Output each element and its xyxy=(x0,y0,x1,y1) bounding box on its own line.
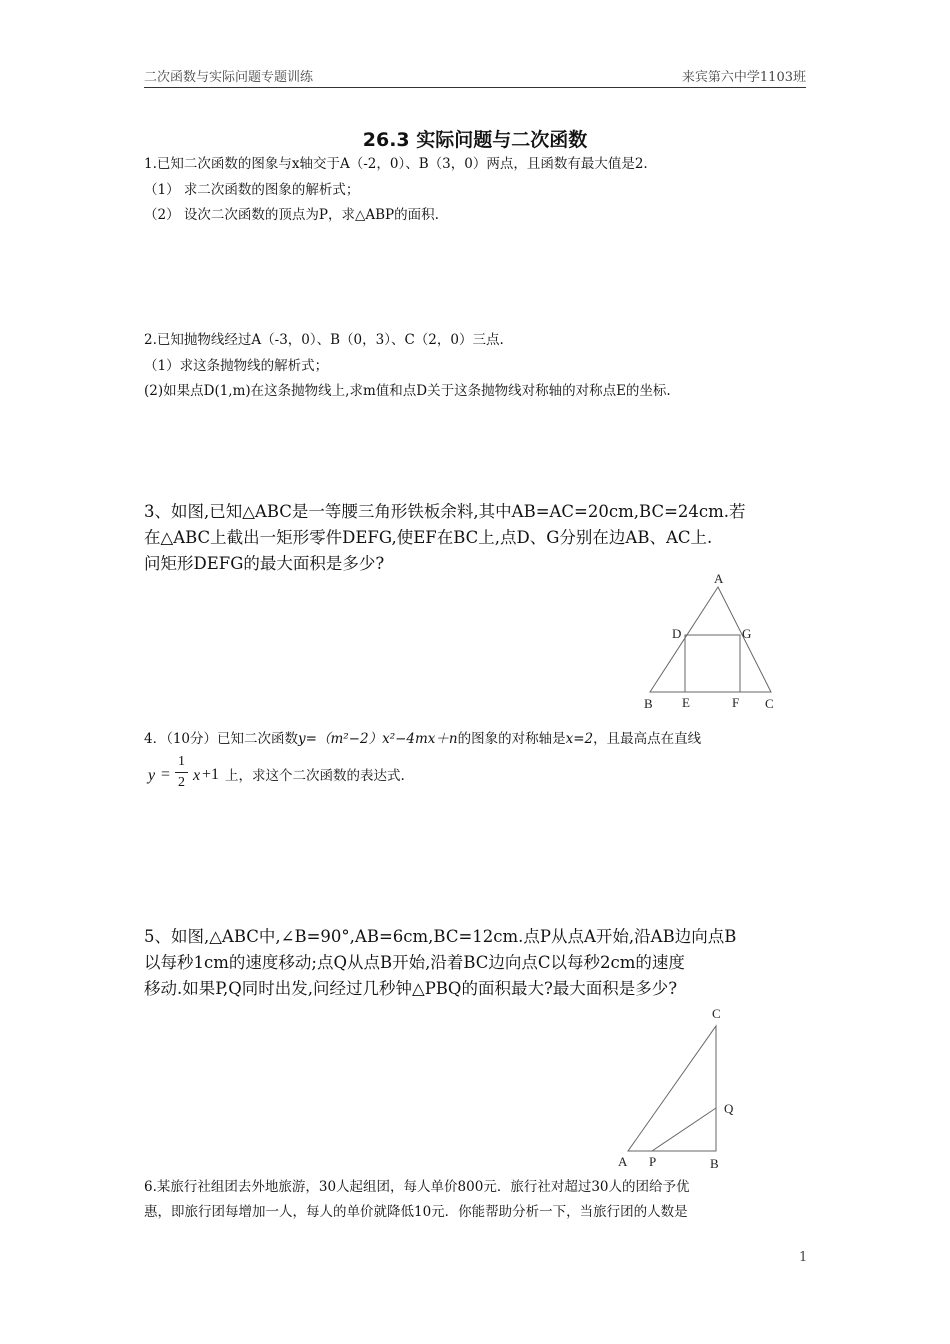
label-b: B xyxy=(644,696,653,711)
label-c: C xyxy=(712,1006,721,1021)
label-g: G xyxy=(742,626,752,641)
label-f: F xyxy=(732,695,740,710)
label-p: P xyxy=(649,1154,657,1169)
q5-line1: 5、如图,△ABC中,∠B=90°,AB=6cm,BC=12cm.点P从点A开始,沿AB边向点B xyxy=(144,927,737,946)
q4-line1 xyxy=(144,727,701,747)
segment-pq xyxy=(652,1108,716,1151)
q4-mid: 的图象的对称轴是 xyxy=(457,731,566,747)
q5-line3: 移动.如果P,Q同时出发,问经过几秒钟△PBQ的面积最大?最大面积是多少? xyxy=(144,979,678,998)
q4-end: 上，求这个二次函数的表达式. xyxy=(225,768,405,784)
page-title: 26.3 实际问题与二次函数 xyxy=(362,129,588,151)
line-x: x xyxy=(193,767,201,784)
q1-stem: 1.已知二次函数的图象与x轴交于A（-2，0）、B（3，0）两点，且函数有最大值是2. xyxy=(144,156,648,172)
fraction-denominator: 2 xyxy=(178,775,185,790)
q3-line1: 3、如图,已知△ABC是一等腰三角形铁板余料,其中AB=AC=20cm,BC=24cm.若 xyxy=(144,502,746,521)
label-q: Q xyxy=(724,1101,734,1116)
label-b: B xyxy=(710,1156,719,1171)
q4-equation: y=（m²−2）x²−4mx＋n xyxy=(298,731,458,747)
q3-line3: 问矩形DEFG的最大面积是多少? xyxy=(144,554,385,573)
header-left: 二次函数与实际问题专题训练 xyxy=(144,70,314,85)
line-y: y xyxy=(148,767,156,784)
q6-line2: 惠，即旅行团每增加一人，每人的单价就降低10元．你能帮助分析一下，当旅行团的人数是 xyxy=(144,1204,688,1220)
q2-stem: 2.已知抛物线经过A（-3，0）、B（0，3）、C（2，0）三点. xyxy=(144,332,504,348)
q4-axis: x=2 xyxy=(565,731,594,747)
q3-line2: 在△ABC上截出一矩形零件DEFG,使EF在BC上,点D、G分别在边AB、AC上. xyxy=(144,528,713,547)
fraction-numerator: 1 xyxy=(178,754,185,769)
line-equals: = xyxy=(161,766,171,783)
label-e: E xyxy=(682,695,690,710)
q2-part1: （1）求这条抛物线的解析式； xyxy=(144,358,329,374)
label-a: A xyxy=(618,1154,628,1169)
q5-line2: 以每秒1cm的速度移动;点Q从点B开始,沿着BC边向点C以每秒2cm的速度 xyxy=(144,953,685,972)
header-rule xyxy=(144,87,806,88)
page-number: 1 xyxy=(799,1250,808,1265)
label-c: C xyxy=(765,696,774,711)
label-d: D xyxy=(672,626,682,641)
q2-part2: (2)如果点D(1,m)在这条抛物线上,求m值和点D关于这条抛物线对称轴的对称点E的坐标. xyxy=(144,383,671,399)
q5-right-triangle-figure xyxy=(610,1000,750,1175)
q6-line1: 6.某旅行社组团去外地旅游，30人起组团，每人单价800元．旅行社对超过30人的团给予优 xyxy=(144,1179,690,1195)
q4-prefix: 4．（10分）已知二次函数 xyxy=(144,731,299,747)
header-right: 来宾第六中学1103班 xyxy=(681,70,806,85)
label-a: A xyxy=(714,571,724,586)
line-plus-one: +1 xyxy=(202,766,220,783)
triangle-abc xyxy=(628,1026,716,1151)
fraction-bar xyxy=(175,772,188,773)
q1-part2: （2） 设次二次函数的顶点为P，求△ABP的面积. xyxy=(144,207,439,223)
q1-part1: （1） 求二次函数的图象的解析式； xyxy=(144,182,360,198)
triangle-abc xyxy=(650,587,771,692)
rectangle-defg xyxy=(685,635,740,692)
q4-tail: ，且最高点在直线 xyxy=(593,731,702,747)
q3-triangle-figure xyxy=(630,565,790,720)
